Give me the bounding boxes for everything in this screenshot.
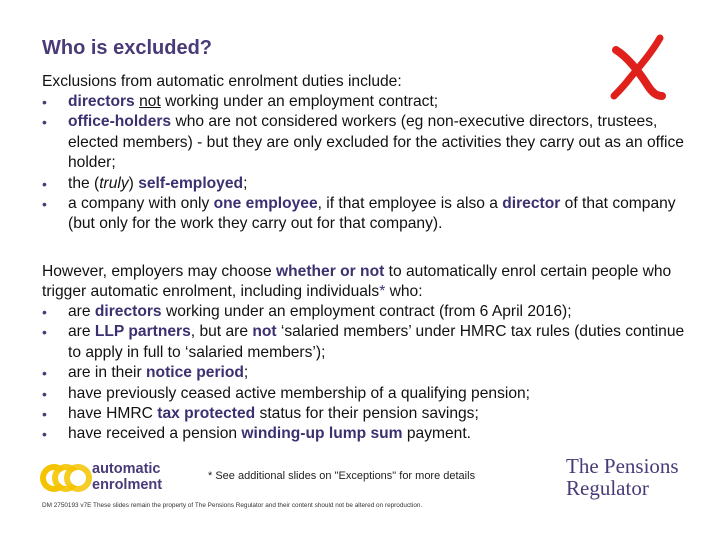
text-run: truly: [99, 174, 129, 192]
bullet-icon: •: [42, 324, 47, 341]
text-run: status for their pension savings;: [255, 405, 479, 423]
text-run: office-holders: [68, 113, 172, 131]
text-run: However, employers may choose: [42, 263, 277, 280]
text-run: have previously ceased active membership of a qualifying pension;: [68, 384, 531, 402]
optional-enrolment-list: [42, 302, 688, 445]
exclusion-item: [42, 112, 688, 173]
exclusion-item: [42, 194, 688, 235]
text-run: winding-up lump sum: [241, 425, 403, 443]
optional-enrolment-item: [42, 302, 688, 322]
optional-enrolment-intro: [42, 262, 692, 303]
exclusions-intro: Exclusions from automatic enrolment duties include:: [42, 73, 402, 90]
text-run: ;: [243, 364, 249, 382]
text-run: directors: [68, 93, 135, 110]
optional-enrolment-item: [42, 322, 688, 363]
text-run: not: [252, 323, 277, 341]
text-run: working under an employment contract;: [160, 93, 439, 110]
text-run: ‘salaried members’ under HMRC tax rules (duties continue to apply in full to ‘salaried members’);: [68, 323, 685, 361]
text-run: *: [379, 283, 386, 301]
bullet-icon: •: [42, 114, 47, 131]
optional-enrolment-item: [42, 363, 688, 383]
text-run: LLP partners: [94, 323, 191, 341]
bullet-icon: •: [42, 304, 47, 320]
exclusions-list: [42, 92, 688, 235]
text-run: who:: [385, 283, 423, 301]
text-run: director: [502, 195, 561, 213]
bullet-icon: •: [42, 365, 47, 382]
tpr-logo-line2: Regulator: [566, 476, 649, 500]
ae-logo-circles-icon: [38, 460, 94, 496]
slide-title: Who is excluded?: [42, 37, 213, 59]
ae-logo-line2: enrolment: [92, 477, 163, 493]
text-run: , if that employee is also a: [317, 195, 503, 213]
text-run: working under an employment contract (from 6 April 2016);: [161, 303, 572, 320]
pensions-regulator-logo: [566, 455, 679, 499]
text-run: have received a pension: [68, 425, 242, 443]
text-run: payment.: [402, 425, 471, 443]
text-run: are in their: [68, 364, 147, 382]
text-run: directors: [94, 303, 162, 320]
optional-enrolment-item: [42, 424, 688, 444]
text-run: have HMRC: [68, 405, 158, 423]
text-run: notice period: [146, 364, 244, 382]
text-run: a company with only: [68, 195, 214, 213]
text-run: are: [68, 303, 95, 320]
text-run: self-employed: [138, 174, 244, 192]
text-run: are: [68, 323, 95, 341]
text-run: ): [128, 174, 139, 192]
text-run: one employee: [213, 195, 318, 213]
exclusion-item: [42, 174, 688, 194]
text-run: whether or not: [276, 263, 385, 280]
exclusion-item: [42, 92, 688, 112]
text-run: tax protected: [157, 405, 256, 423]
ae-logo-line1: automatic: [92, 461, 161, 477]
text-run: ;: [243, 174, 248, 192]
bullet-icon: •: [42, 426, 47, 443]
optional-enrolment-item: [42, 384, 688, 404]
automatic-enrolment-logo: [38, 460, 188, 496]
text-run: the (: [68, 174, 100, 192]
text-run: not: [139, 93, 161, 110]
optional-enrolment-item: [42, 404, 688, 424]
tpr-logo-line1: The Pensions: [566, 454, 679, 478]
text-run: of that company (but only for the work they carry out for that company).: [68, 195, 676, 233]
text-run: who are not considered workers (eg non-executive directors, trustees, elected members) - but they are only excluded for the activities they carry out as an office holder;: [68, 113, 684, 172]
bullet-icon: •: [42, 196, 47, 213]
bullet-icon: •: [42, 94, 47, 110]
text-run: , but are: [190, 323, 253, 341]
bullet-icon: •: [42, 175, 47, 192]
bullet-icon: •: [42, 406, 47, 423]
copyright-notice: DM 2750193 v7E These slides remain the property of The Pensions Regulator and their content should not be altered on reproduction.: [42, 502, 423, 509]
bullet-icon: •: [42, 385, 47, 402]
footnote: * See additional slides on "Exceptions" for more details: [208, 470, 476, 482]
text-run: to automatically enrol certain people who trigger automatic enrolment, including individuals: [42, 263, 672, 301]
